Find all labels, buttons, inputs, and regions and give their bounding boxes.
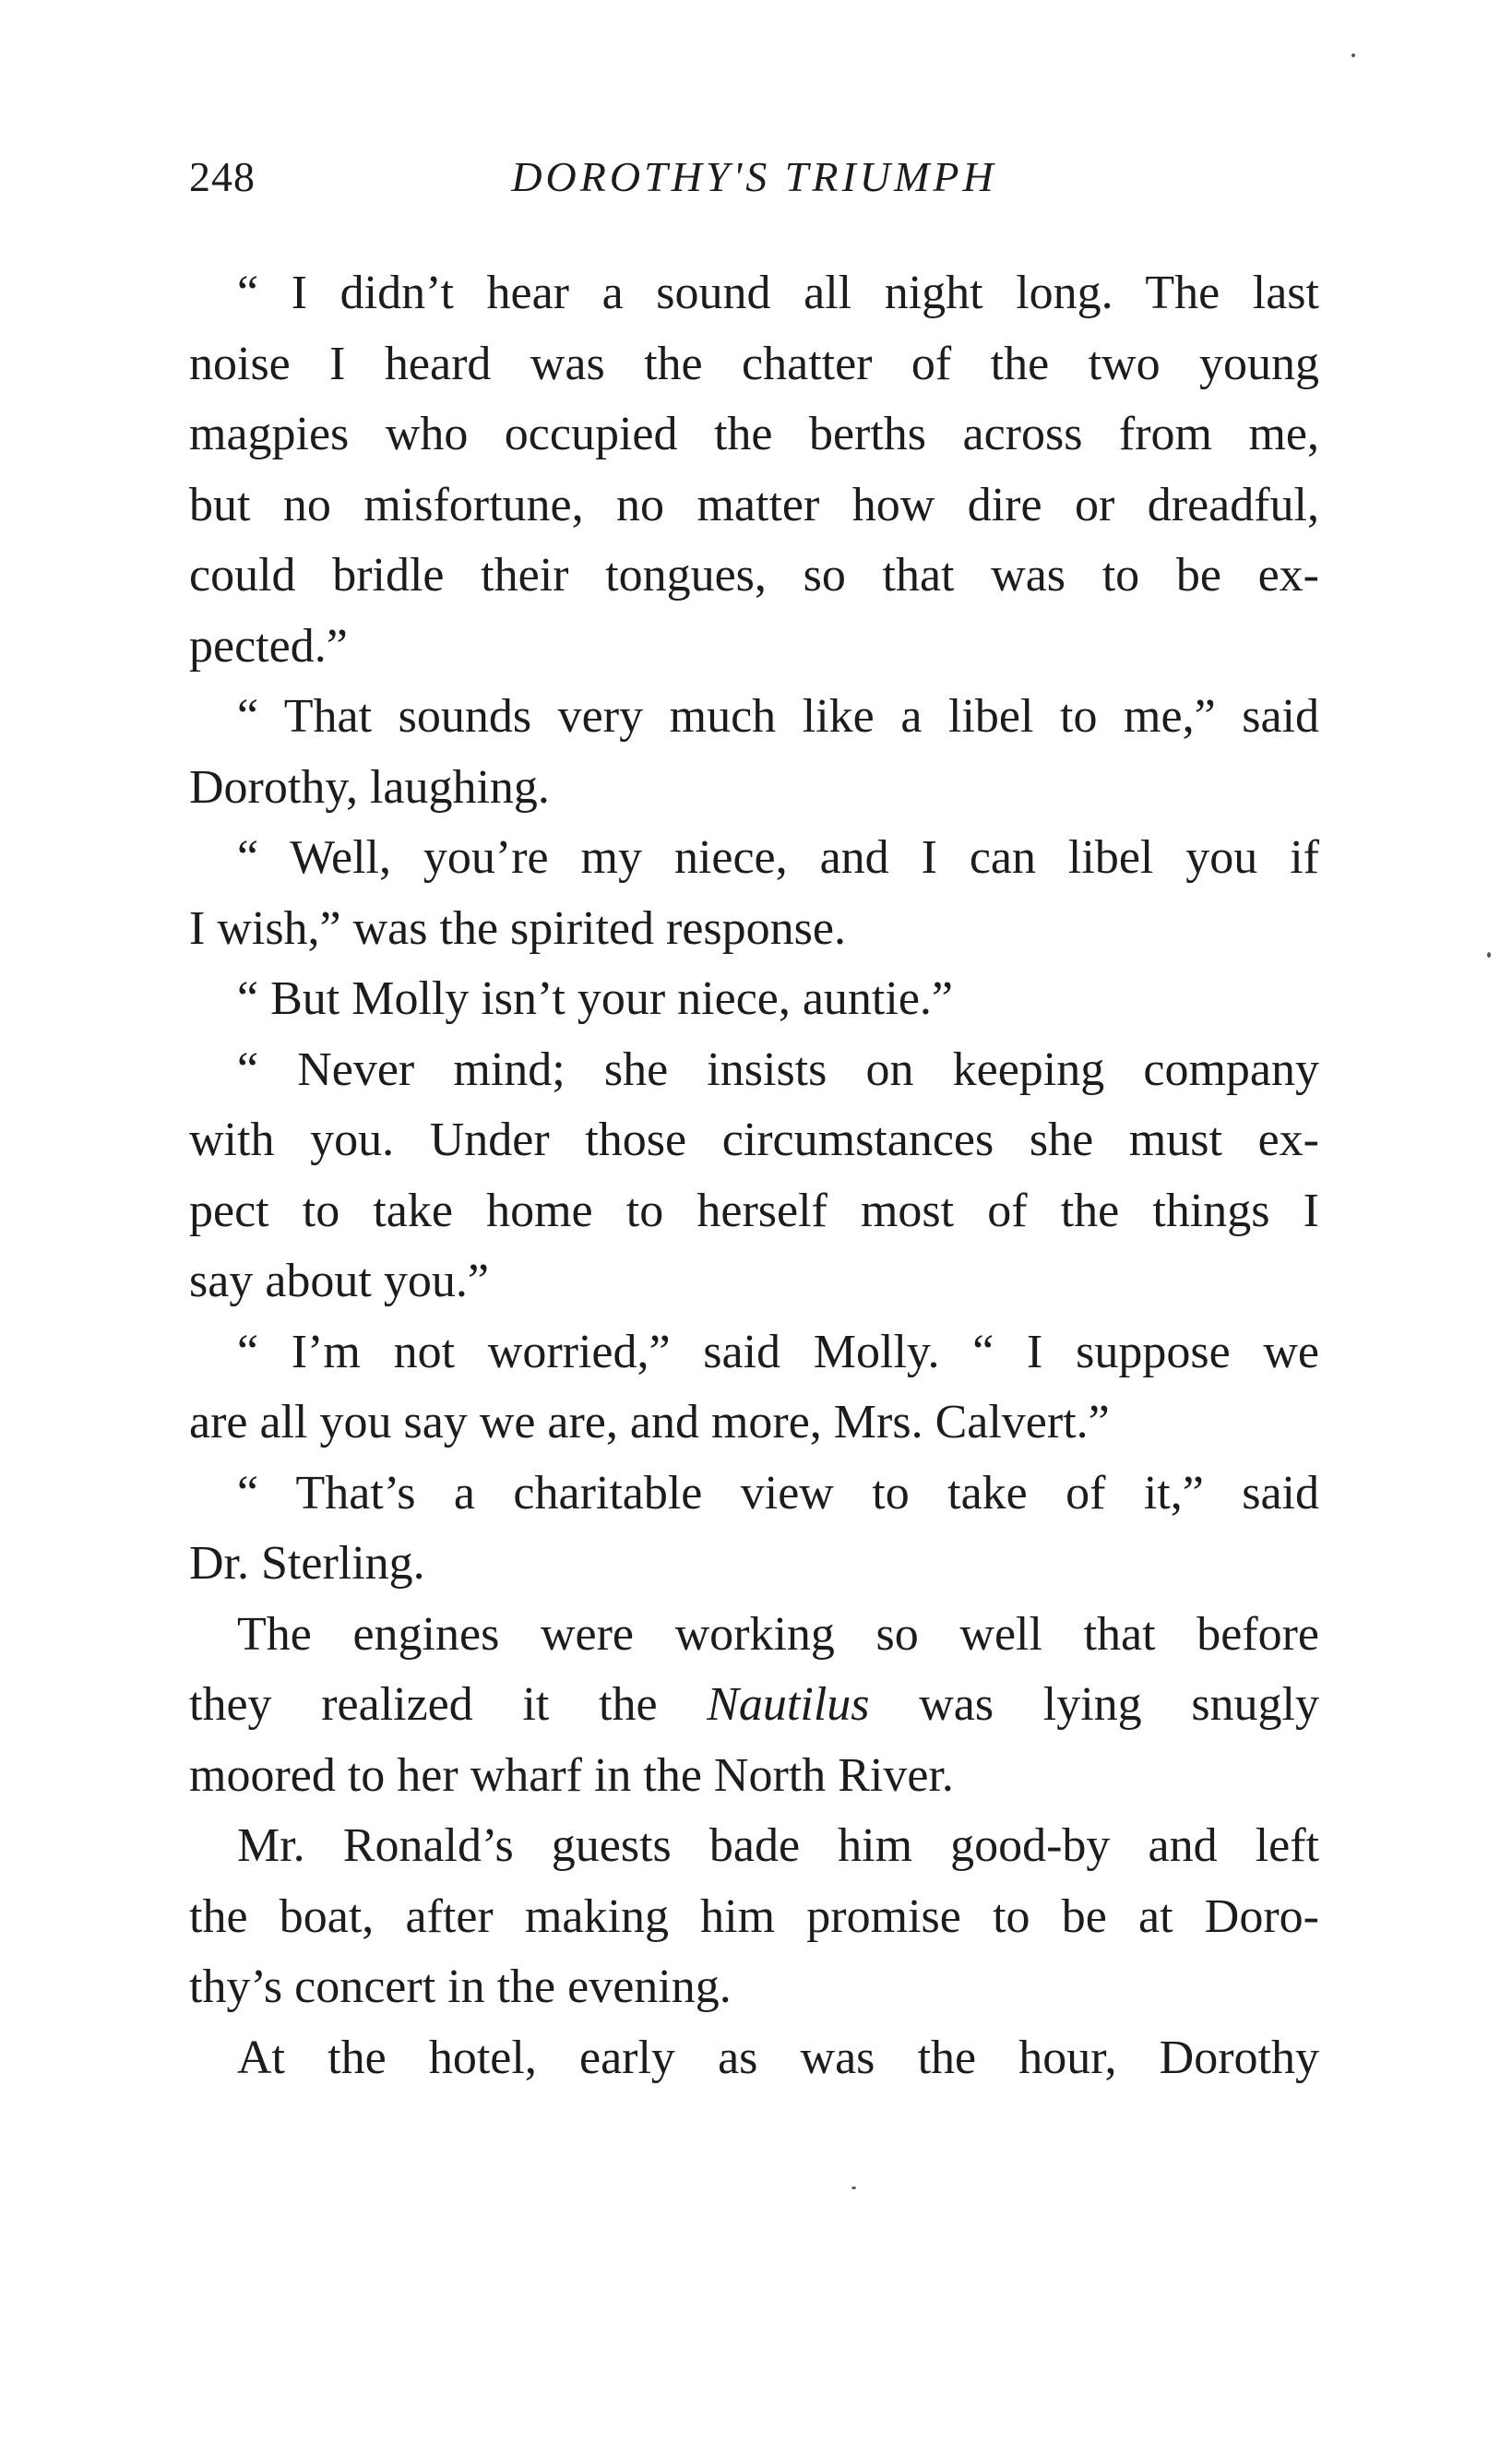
text-line: could bridle their tongues, so that was to be ex- (189, 549, 1319, 602)
running-title: DOROTHY'S TRIUMPH (511, 153, 997, 200)
text-line: “ I’m not worried,” said Molly. “ I suppose we (237, 1325, 1319, 1378)
text-line: At the hotel, early as was the hour, Dorothy (237, 2031, 1319, 2084)
text-line: “ That sounds very much like a libel to me,” said (237, 690, 1319, 743)
print-speck (851, 2187, 856, 2189)
text-line: noise I heard was the chatter of the two young (189, 337, 1319, 390)
text-line: “ That’s a charitable view to take of it,” said (237, 1466, 1319, 1519)
page-number: 248 (189, 153, 256, 200)
paragraph (189, 1035, 1319, 1317)
text-line: thy’s concert in the evening. (189, 1960, 732, 2013)
paragraph (189, 1317, 1319, 1459)
text-line: but no misfortune, no matter how dire or dreadful, (189, 478, 1319, 531)
text-line: The engines were working so well that before (237, 1607, 1319, 1661)
text-line: Mr. Ronald’s guests bade him good-by and left (237, 1819, 1319, 1872)
text-fragment: they realized it the (189, 1678, 658, 1731)
print-speck (1487, 952, 1491, 958)
text-line: pect to take home to herself most of the things I (189, 1184, 1319, 1237)
text-line: “ I didn’t hear a sound all night long. The last (237, 267, 1319, 319)
text-line: “ But Molly isn’t your niece, auntie.” (237, 972, 953, 1025)
text-fragment: was lying snugly (919, 1678, 1320, 1731)
text-line: I wish,” was the spirited response. (189, 901, 846, 955)
text-line: Dorothy, laughing. (189, 760, 550, 814)
text-line: the boat, after making him promise to be at Doro- (189, 1889, 1319, 1943)
text-line: with you. Under those circumstances she must ex- (189, 1114, 1319, 1166)
text-line: “ Never mind; she insists on keeping company (237, 1043, 1319, 1096)
text-line: Dr. Sterling. (189, 1537, 425, 1590)
paragraph (189, 1811, 1319, 2023)
paragraph (189, 2023, 1319, 2094)
text-line: pected.” (189, 619, 348, 673)
paragraph (189, 1459, 1319, 1600)
paragraph (189, 964, 1319, 1035)
text-line: moored to her wharf in the North River. (189, 1748, 954, 1802)
paragraph (189, 1600, 1319, 1812)
ship-name: Nautilus (707, 1678, 870, 1731)
text-line: say about you.” (189, 1255, 489, 1307)
body-text (189, 258, 1319, 2093)
print-speck (1351, 54, 1355, 57)
page-header (189, 152, 1319, 217)
text-line: magpies who occupied the berths across from me, (189, 408, 1319, 460)
text-line: are all you say we are, and more, Mrs. Calvert.” (189, 1396, 1110, 1448)
text-line (189, 1670, 1319, 1741)
paragraph (189, 258, 1319, 682)
text-line: “ Well, you’re my niece, and I can libel you if (237, 831, 1319, 884)
paragraph (189, 823, 1319, 964)
paragraph (189, 682, 1319, 823)
